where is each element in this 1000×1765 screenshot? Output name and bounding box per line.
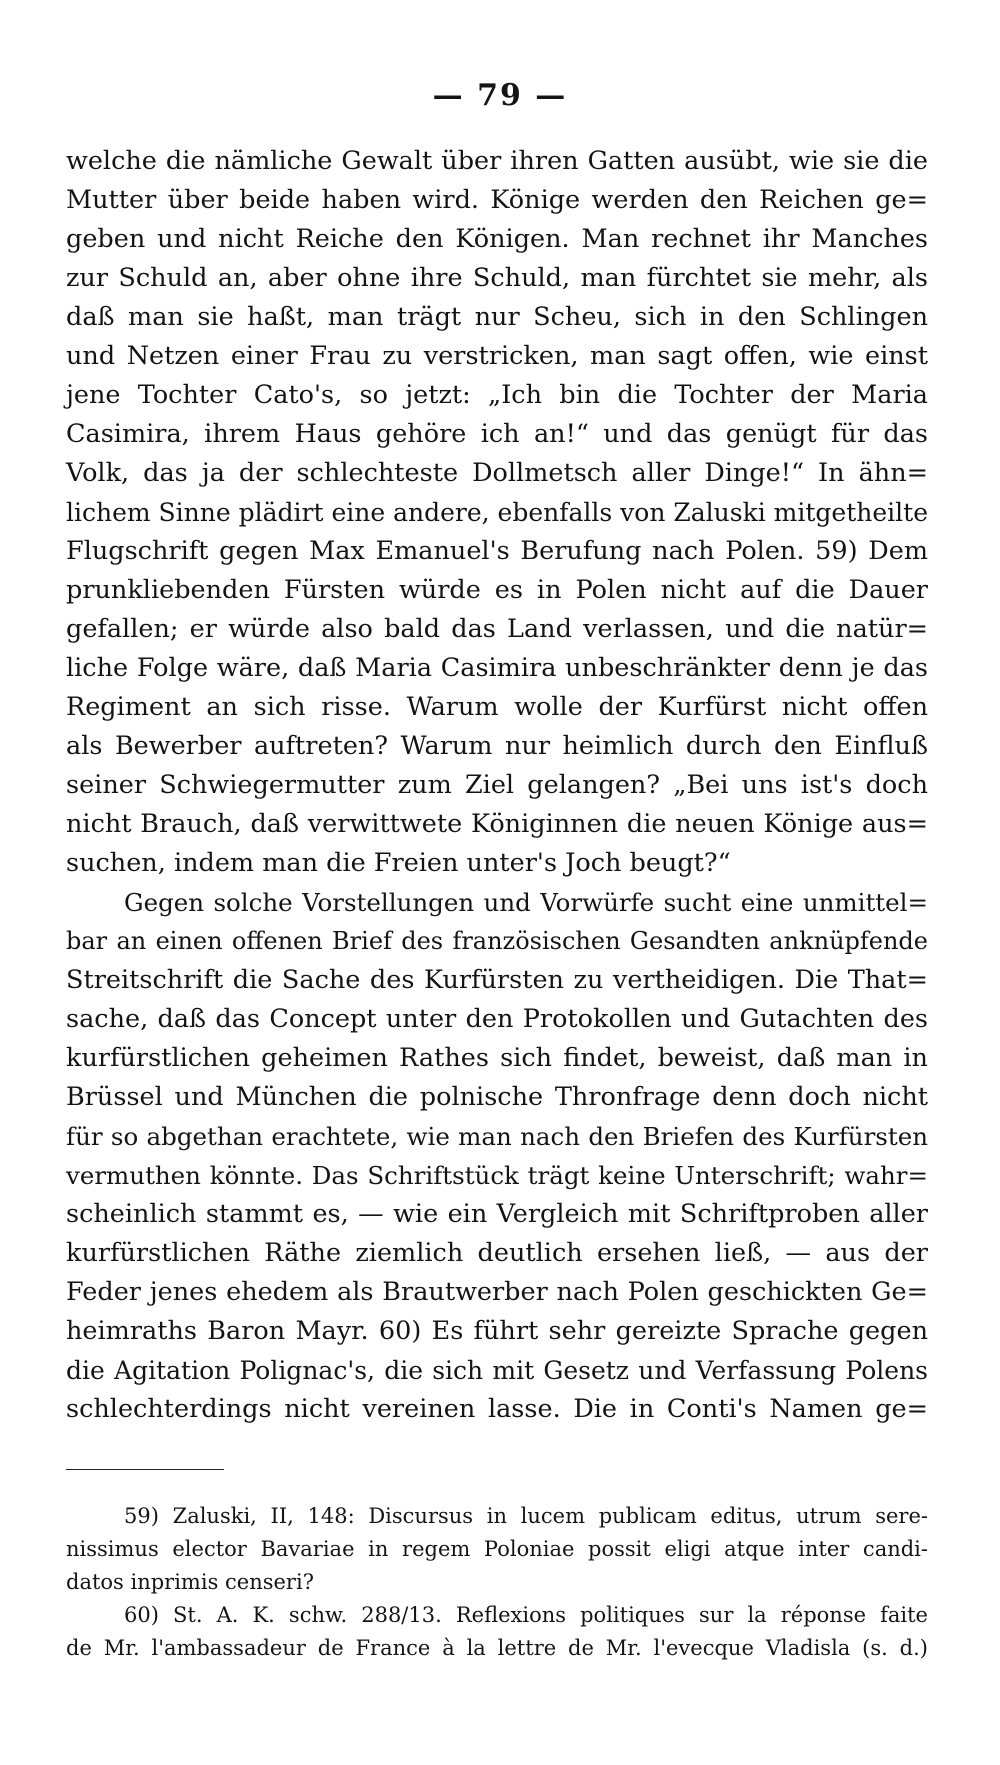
footnote-line: 59) Zaluski, II, 148: Discursus in lucem publicam editus, utrum sere-	[124, 1504, 928, 1528]
text-line: als Bewerber auftreten? Warum nur heimlich durch den Einfluß	[66, 731, 928, 761]
text-line: geben und nicht Reiche den Königen. Man rechnet ihr Manches	[66, 224, 928, 254]
footnote-line: datos inprimis censeri?	[66, 1570, 314, 1594]
text-line: kurfürstlichen Räthe ziemlich deutlich ersehen ließ, — aus der	[66, 1238, 928, 1268]
footnote-line: de Mr. l'ambassadeur de France à la lettre de Mr. l'evecque Vladisla (s. d.)	[66, 1636, 928, 1660]
text-line: prunkliebenden Fürsten würde es in Polen nicht auf die Dauer	[66, 575, 928, 605]
text-line: welche die nämliche Gewalt über ihren Gatten ausübt, wie sie die	[66, 146, 928, 176]
text-line: Mutter über beide haben wird. Könige werden den Reichen ge=	[66, 185, 928, 215]
text-line: scheinlich stammt es, — wie ein Vergleich mit Schriftproben aller	[66, 1199, 928, 1229]
text-line: Streitschrift die Sache des Kurfürsten zu vertheidigen. Die That=	[66, 965, 928, 995]
text-line: schlechterdings nicht vereinen lasse. Die in Conti's Namen ge=	[66, 1394, 928, 1424]
text-line: lichem Sinne plädirt eine andere, ebenfalls von Zaluski mitgetheilte	[66, 498, 928, 527]
text-line: Volk, das ja der schlechteste Dollmetsch aller Dinge!“ In ähn=	[66, 458, 928, 488]
footnote-line: nissimus elector Bavariae in regem Poloniae possit eligi atque inter candi-	[66, 1537, 928, 1561]
footnote-divider	[66, 1469, 224, 1470]
text-line: gefallen; er würde also bald das Land verlassen, und die natür=	[66, 614, 928, 644]
text-line: Gegen solche Vorstellungen und Vorwürfe sucht eine unmittel=	[124, 888, 928, 917]
text-line: bar an einen offenen Brief des französischen Gesandten anknüpfende	[66, 927, 928, 955]
text-line: sache, daß das Concept unter den Protokollen und Gutachten des	[66, 1004, 928, 1034]
text-line: jene Tochter Cato's, so jetzt: „Ich bin die Tochter der Maria	[66, 380, 928, 410]
text-line: zur Schuld an, aber ohne ihre Schuld, man fürchtet sie mehr, als	[66, 263, 928, 293]
footnotes	[66, 1500, 928, 1665]
text-line: nicht Brauch, daß verwittwete Königinnen die neuen Könige aus=	[66, 809, 928, 839]
footnote-line: 60) St. A. K. schw. 288/13. Reflexions politiques sur la réponse faite	[124, 1603, 928, 1627]
text-line: Feder jenes ehedem als Brautwerber nach Polen geschickten Ge=	[66, 1277, 928, 1307]
text-line: Brüssel und München die polnische Thronfrage denn doch nicht	[66, 1082, 928, 1112]
page-number: — 79 —	[432, 78, 568, 113]
text-line: kurfürstlichen geheimen Rathes sich findet, beweist, daß man in	[66, 1043, 928, 1073]
body-text	[66, 142, 928, 1429]
text-line: für so abgethan erachtete, wie man nach den Briefen des Kurfürsten	[66, 1122, 928, 1151]
text-line: suchen, indem man die Freien unter's Joch beugt?“	[66, 848, 731, 878]
text-line: vermuthen könnte. Das Schriftstück trägt keine Unterschrift; wahr=	[66, 1161, 928, 1190]
text-line: und Netzen einer Frau zu verstricken, man sagt offen, wie einst	[66, 341, 928, 371]
text-line: Flugschrift gegen Max Emanuel's Berufung nach Polen. 59) Dem	[66, 536, 928, 566]
text-line: Casimira, ihrem Haus gehöre ich an!“ und das genügt für das	[66, 419, 928, 449]
text-line: heimraths Baron Mayr. 60) Es führt sehr gereizte Sprache gegen	[66, 1316, 928, 1346]
text-line: liche Folge wäre, daß Maria Casimira unbeschränkter denn je das	[66, 653, 928, 683]
text-line: daß man sie haßt, man trägt nur Scheu, sich in den Schlingen	[66, 302, 928, 332]
text-line: die Agitation Polignac's, die sich mit Gesetz und Verfassung Polens	[66, 1356, 928, 1385]
text-line: seiner Schwiegermutter zum Ziel gelangen? „Bei uns ist's doch	[66, 770, 928, 800]
text-line: Regiment an sich risse. Warum wolle der Kurfürst nicht offen	[66, 692, 928, 722]
